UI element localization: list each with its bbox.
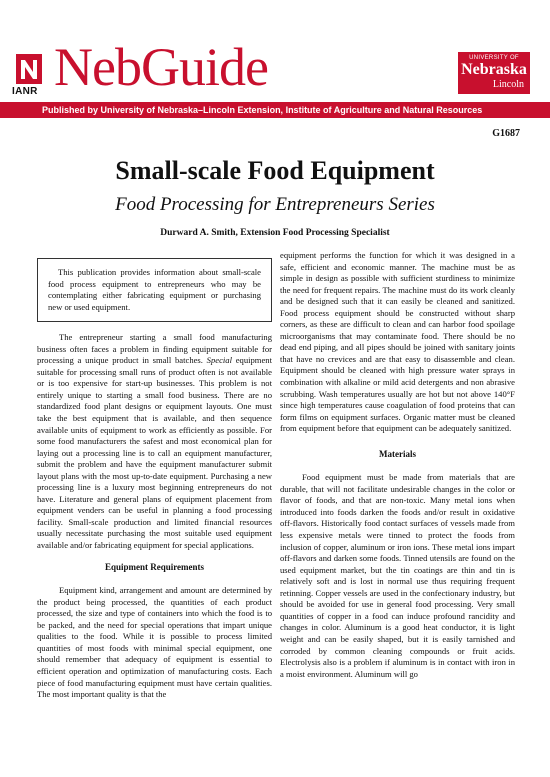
unl-university-text: UNIVERSITY OF: [469, 55, 519, 61]
intro-paragraph: [37, 332, 272, 551]
continued-paragraph: equipment performs the function for which it was designed in a safe, efficient and economic manner. The machine must be as simple in design as possible with sufficient sturdiness to minimize the need for frequent repairs. The machine must do its work cleanly and be designed such that it can easily be cleaned and sanitized. Food process equipment should be constructed without sharp corners, as these are difficult to clean and can harbor food spoilage microorganisms that may contaminate food. There should be no dead end piping, and all pipes should be joined with sanitary joints that have no crevices and are that easy to disassemble and clean. Equipment should be cleaned with high pressure water sprays in combination with alkaline or mild acid detergents and non abrasive scrubbing. Wash temperatures usually are hot but not above 140°F since high temperatures cause coagulation of food proteins that can form films on equipment surfaces. Organic matter must be cleaned from equipment before that equipment can be adequately sanitized.: [280, 250, 515, 434]
ianr-logo-text: IANR: [12, 86, 38, 97]
equipment-requirements-paragraph: Equipment kind, arrangement and amount are determined by the product being processed, the quantities of each product processed, the size and type of containers into which the food is to be packed, and the need for special operations that impart unique qualities to the food. While it is possible to process limited quantities of most foods with minimal special equipment, one should remember that adequacy of equipment is essential to efficient operation and optimization of manufacturing costs. Each piece of food manufacturing equipment must have certain qualities. The most important quality is that the: [37, 585, 272, 700]
series-title: Food Processing for Entrepreneurs Series: [115, 194, 435, 215]
summary-box: [37, 258, 272, 322]
left-column: [37, 250, 272, 705]
publication-code: G1687: [492, 128, 520, 139]
intro-text-a: The entrepreneur starting a small food manufacturing business often faces a problem in finding equipment suitable for processing a unique product in small batches.: [37, 332, 272, 366]
section-heading-materials: Materials: [379, 448, 416, 459]
section-heading-equipment-requirements: Equipment Requirements: [104, 561, 205, 572]
masthead: [0, 0, 550, 115]
page-title: Small-scale Food Equipment: [115, 156, 435, 185]
nebguide-brand: NebGuide: [54, 37, 268, 97]
intro-text-b: equipment suitable for processing small runs of product often is not available or is too expensive for start-up businesses. This problem is not entirely unique to starting a small food business. There are no standardized food plant designs or equipment layouts. One must take the best equipment that is available, and then sequence available units of equipment to work as efficiently as possible. For some food manufacturers the safest and most economical plan for laying out a processing line is to call an equipment manufacturer, submit the problem and have the equipment manufacturer submit layout plans with the most up-to-date equipment. Purchasing a new processing line is a luxury most beginning entrepreneurs do not have. Literature and general plans of equipment placement from equipment venders can be useful in planning a food processing facility. Small-scale production and limited financial resources usually necessitate purchasing the most suitable used equipment available and/or fabricating equipment for special applications.: [37, 355, 272, 551]
unl-logo: [458, 52, 530, 94]
intro-text-special: Special: [206, 355, 232, 366]
right-column: [280, 250, 515, 684]
author-line: Durward A. Smith, Extension Food Processing Specialist: [160, 228, 390, 238]
materials-paragraph: Food equipment must be made from materials that are durable, that will not facilitate undesirable changes in the color or flavor of foods, and that are non-toxic. Many metal ions when introduced into foods darken the foods and/or result in oxidative off-flavors. Historically food contact surfaces of vessels made from less expensive metals were tinned to protect the foods from inclusion of copper, aluminum or iron ions. These metal ions impart off-flavors and darken some foods. Tinned utensils are found on the used equipment market, but the tin coatings are thin and tin is relatively soft and is lost in normal use thus requiring frequent retinning. Copper vessels are used in the confectionary industry, but should be avoided for use in general food processing. Very small quantities of copper in a food can induce profound rancidity and changes in color. Aluminum is a good heat conductor, it is light weight and can be easily shaped, but it is easily tarnished and corroded by common cleaning compounds or fruit acids. Electrolysis also is a problem if aluminum is in contact with iron in a moist environment. Aluminum will go: [280, 472, 515, 679]
unl-campus-text: Lincoln: [492, 79, 524, 90]
summary-text: This publication provides information about small-scale food process equipment to entrepreneurs who may be contemplating either fabricating equipment or purchasing new or used equipment.: [48, 267, 261, 312]
nebraska-n-logo-icon: [16, 54, 42, 84]
publisher-banner: Published by University of Nebraska–Lincoln Extension, Institute of Agriculture and Natural Resources: [0, 102, 550, 118]
unl-name-text: Nebraska: [461, 61, 527, 78]
